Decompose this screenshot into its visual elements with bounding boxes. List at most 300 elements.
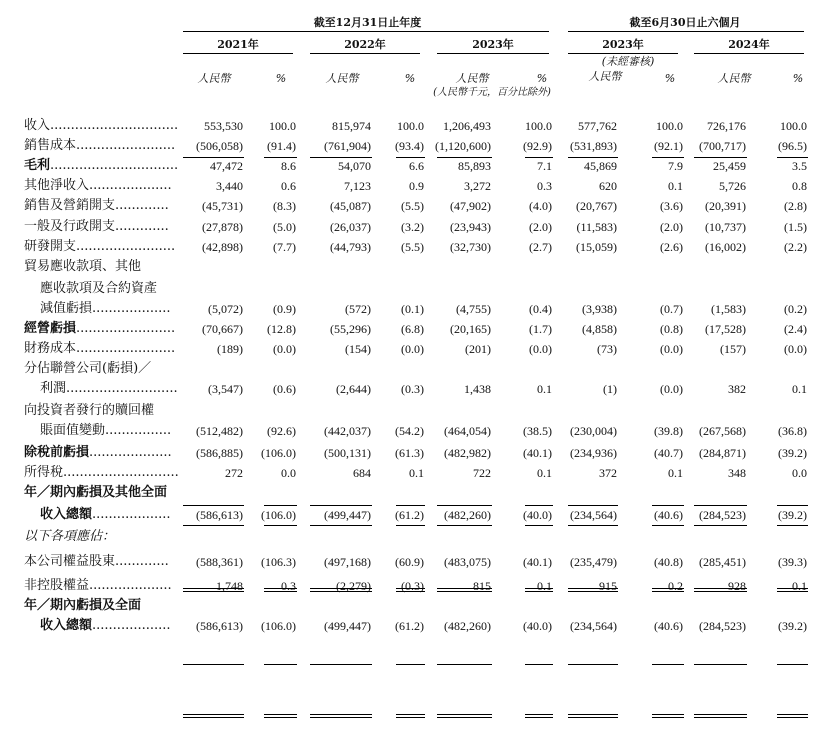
- value-cell: (23,943): [450, 220, 491, 234]
- value-cell: (284,871): [699, 446, 746, 460]
- total-rule: [568, 588, 618, 589]
- dot-leader: ...........................: [66, 381, 178, 396]
- percent-cell: (92.6): [267, 424, 296, 438]
- percent-cell: (0.0): [529, 342, 552, 356]
- percent-cell: 3.5: [792, 159, 807, 173]
- value-cell: (235,479): [570, 555, 617, 569]
- value-cell: (1,120,600): [435, 139, 491, 153]
- total-rule: [437, 505, 492, 506]
- row-label: 應收款項及合約資產: [40, 281, 158, 296]
- total-rule: [437, 664, 492, 665]
- header-interim-group: 截至6月30日止六個月: [629, 16, 741, 29]
- unit-pct-2023: %: [536, 72, 548, 85]
- percent-cell: 0.1: [792, 579, 807, 593]
- percent-cell: (5.5): [401, 199, 424, 213]
- percent-cell: (91.4): [267, 139, 296, 153]
- value-cell: (499,447): [324, 508, 371, 522]
- value-cell: 47,472: [210, 159, 243, 173]
- row-label: 其他淨收入....................: [24, 178, 172, 193]
- percent-cell: (3.6): [660, 199, 683, 213]
- percent-cell: (0.3): [401, 382, 424, 396]
- value-cell: (500,131): [324, 446, 371, 460]
- value-cell: (189): [217, 342, 243, 356]
- percent-cell: (2.2): [784, 240, 807, 254]
- unit-pct-2024-interim: %: [792, 72, 804, 85]
- total-rule: [694, 717, 747, 718]
- percent-cell: 100.0: [525, 119, 552, 133]
- total-rule: [777, 664, 808, 665]
- total-rule: [396, 664, 425, 665]
- percent-cell: (40.1): [523, 555, 552, 569]
- percent-cell: 100.0: [780, 119, 807, 133]
- total-rule: [525, 588, 553, 589]
- total-rule: [525, 591, 553, 592]
- value-cell: (234,564): [570, 508, 617, 522]
- value-cell: (285,451): [699, 555, 746, 569]
- row-label: 毛利...............................: [24, 158, 179, 173]
- value-cell: 726,176: [707, 119, 746, 133]
- total-rule: [396, 717, 425, 718]
- total-rule: [264, 505, 297, 506]
- value-cell: (1,583): [711, 302, 746, 316]
- total-rule: [777, 525, 808, 526]
- value-cell: (16,002): [705, 240, 746, 254]
- total-rule: [777, 591, 808, 592]
- total-rule: [525, 664, 553, 665]
- row-label: 除稅前虧損....................: [24, 445, 172, 460]
- total-rule: [183, 588, 244, 589]
- total-rule: [652, 717, 684, 718]
- dot-leader: ...................: [92, 618, 171, 633]
- total-rule: [694, 664, 747, 665]
- percent-cell: 0.6: [281, 179, 296, 193]
- year-2021: 2021年: [217, 38, 259, 51]
- total-rule: [396, 591, 425, 592]
- value-cell: (586,613): [196, 508, 243, 522]
- percent-cell: (39.2): [778, 619, 807, 633]
- row-label: 非控股權益....................: [24, 578, 172, 593]
- value-cell: (26,037): [330, 220, 371, 234]
- total-rule: [525, 505, 553, 506]
- value-cell: (267,568): [699, 424, 746, 438]
- total-rule: [694, 588, 747, 589]
- percent-cell: (92.9): [523, 139, 552, 153]
- value-cell: (32,730): [450, 240, 491, 254]
- percent-cell: 6.6: [409, 159, 424, 173]
- total-rule: [264, 157, 297, 158]
- value-cell: (230,004): [570, 424, 617, 438]
- row-label: 經營虧損........................: [24, 321, 176, 336]
- percent-cell: (96.5): [778, 139, 807, 153]
- row-label: 利潤...........................: [40, 381, 178, 396]
- percent-cell: (2.6): [660, 240, 683, 254]
- percent-cell: (0.6): [273, 382, 296, 396]
- total-rule: [396, 525, 425, 526]
- value-cell: (10,737): [705, 220, 746, 234]
- value-cell: 815: [473, 579, 491, 593]
- value-cell: 620: [599, 179, 617, 193]
- year-rule-2024-interim: [694, 53, 804, 54]
- percent-cell: (0.7): [660, 302, 683, 316]
- percent-cell: (0.8): [660, 322, 683, 336]
- row-label: 減值虧損...................: [40, 301, 171, 316]
- value-cell: (17,528): [705, 322, 746, 336]
- percent-cell: 0.9: [409, 179, 424, 193]
- value-cell: 577,762: [578, 119, 617, 133]
- value-cell: (3,938): [582, 302, 617, 316]
- dot-leader: ....................: [89, 445, 172, 460]
- unit-note: (人民幣千元，百分比除外): [433, 87, 551, 98]
- percent-cell: (3.2): [401, 220, 424, 234]
- total-rule: [310, 588, 372, 589]
- dot-leader: ...............................: [50, 118, 179, 133]
- row-label: 一般及行政開支.............: [24, 219, 169, 234]
- percent-cell: 0.1: [537, 466, 552, 480]
- total-rule: [264, 591, 297, 592]
- value-cell: (15,059): [576, 240, 617, 254]
- total-rule: [183, 525, 244, 526]
- total-rule: [183, 157, 244, 158]
- total-rule: [437, 714, 492, 715]
- value-cell: 928: [728, 579, 746, 593]
- year-2023: 2023年: [472, 38, 514, 51]
- value-cell: (73): [597, 342, 617, 356]
- percent-cell: (40.0): [523, 508, 552, 522]
- total-rule: [568, 157, 618, 158]
- total-rule: [652, 505, 684, 506]
- value-cell: (531,893): [570, 139, 617, 153]
- value-cell: (482,260): [444, 619, 491, 633]
- unit-rmb-2023: 人民幣: [455, 72, 489, 85]
- total-rule: [568, 664, 618, 665]
- percent-cell: (0.1): [401, 302, 424, 316]
- value-cell: (201): [465, 342, 491, 356]
- percent-cell: 0.1: [537, 579, 552, 593]
- percent-cell: 0.2: [668, 579, 683, 593]
- value-cell: (5,072): [208, 302, 243, 316]
- total-rule: [652, 664, 684, 665]
- percent-cell: (4.0): [529, 199, 552, 213]
- total-rule: [777, 505, 808, 506]
- value-cell: (55,296): [330, 322, 371, 336]
- total-rule: [396, 157, 425, 158]
- percent-cell: (6.8): [401, 322, 424, 336]
- percent-cell: (106.0): [261, 508, 296, 522]
- total-rule: [183, 505, 244, 506]
- value-cell: 1,748: [216, 579, 243, 593]
- value-cell: (761,904): [324, 139, 371, 153]
- row-label: 收入...............................: [24, 118, 179, 133]
- row-label: 向投資者發行的贖回權: [24, 403, 155, 418]
- value-cell: (234,936): [570, 446, 617, 460]
- dot-leader: ........................: [76, 321, 176, 336]
- value-cell: 1,206,493: [443, 119, 491, 133]
- year-2024-interim: 2024年: [728, 38, 770, 51]
- percent-cell: (93.4): [395, 139, 424, 153]
- total-rule: [694, 714, 747, 715]
- row-label: 財務成本........................: [24, 341, 176, 356]
- value-cell: (2,279): [336, 579, 371, 593]
- percent-cell: (0.0): [660, 342, 683, 356]
- percent-cell: 0.1: [409, 466, 424, 480]
- total-rule: [652, 588, 684, 589]
- total-rule: [183, 591, 244, 592]
- total-rule: [310, 717, 372, 718]
- value-cell: 5,726: [719, 179, 746, 193]
- row-label: 收入總額...................: [40, 507, 171, 522]
- value-cell: (483,075): [444, 555, 491, 569]
- year-rule-2023: [437, 53, 549, 54]
- value-cell: 85,893: [458, 159, 491, 173]
- percent-cell: (61.3): [395, 446, 424, 460]
- percent-cell: (2.7): [529, 240, 552, 254]
- value-cell: (157): [720, 342, 746, 356]
- total-rule: [183, 717, 244, 718]
- row-label: 貿易應收款項、其他: [24, 259, 142, 274]
- unit-pct-2022: %: [404, 72, 416, 85]
- total-rule: [183, 714, 244, 715]
- percent-cell: 0.0: [792, 466, 807, 480]
- percent-cell: (2.0): [660, 220, 683, 234]
- value-cell: 915: [599, 579, 617, 593]
- header-annual-rule: [183, 31, 549, 32]
- row-label: 本公司權益股東.............: [24, 554, 169, 569]
- year-rule-2022: [310, 53, 420, 54]
- row-label: 賬面值變動................: [40, 423, 172, 438]
- row-label: 以下各項應佔：: [24, 529, 116, 544]
- unit-rmb-2021: 人民幣: [197, 72, 231, 85]
- percent-cell: (7.7): [273, 240, 296, 254]
- row-label: 銷售及營銷開支.............: [24, 198, 169, 213]
- value-cell: (45,731): [202, 199, 243, 213]
- total-rule: [777, 714, 808, 715]
- dot-leader: ...............................: [50, 158, 179, 173]
- dot-leader: ........................: [76, 138, 176, 153]
- percent-cell: (2.8): [784, 199, 807, 213]
- total-rule: [264, 664, 297, 665]
- total-rule: [568, 717, 618, 718]
- total-rule: [694, 505, 747, 506]
- total-rule: [310, 525, 372, 526]
- total-rule: [310, 664, 372, 665]
- value-cell: (45,087): [330, 199, 371, 213]
- value-cell: (588,361): [196, 555, 243, 569]
- value-cell: (586,613): [196, 619, 243, 633]
- total-rule: [396, 505, 425, 506]
- value-cell: (154): [345, 342, 371, 356]
- percent-cell: 0.1: [668, 466, 683, 480]
- value-cell: 7,123: [344, 179, 371, 193]
- percent-cell: (2.0): [529, 220, 552, 234]
- percent-cell: (106.0): [261, 619, 296, 633]
- total-rule: [525, 157, 553, 158]
- value-cell: 3,440: [216, 179, 243, 193]
- total-rule: [264, 588, 297, 589]
- percent-cell: (61.2): [395, 619, 424, 633]
- value-cell: (70,667): [202, 322, 243, 336]
- total-rule: [525, 714, 553, 715]
- percent-cell: 0.0: [281, 466, 296, 480]
- total-rule: [652, 591, 684, 592]
- total-rule: [694, 525, 747, 526]
- total-rule: [310, 714, 372, 715]
- value-cell: (234,564): [570, 619, 617, 633]
- percent-cell: (5.5): [401, 240, 424, 254]
- total-rule: [310, 157, 372, 158]
- unit-pct-2021: %: [275, 72, 287, 85]
- percent-cell: (0.4): [529, 302, 552, 316]
- value-cell: 272: [225, 466, 243, 480]
- percent-cell: (61.2): [395, 508, 424, 522]
- value-cell: (4,858): [582, 322, 617, 336]
- year-rule-2021: [183, 53, 293, 54]
- percent-cell: (39.2): [778, 508, 807, 522]
- total-rule: [652, 525, 684, 526]
- value-cell: (42,898): [202, 240, 243, 254]
- dot-leader: .............: [115, 554, 169, 569]
- total-rule: [437, 588, 492, 589]
- value-cell: (2,644): [336, 382, 371, 396]
- value-cell: (482,260): [444, 508, 491, 522]
- total-rule: [437, 525, 492, 526]
- total-rule: [264, 525, 297, 526]
- percent-cell: (0.0): [784, 342, 807, 356]
- percent-cell: (60.9): [395, 555, 424, 569]
- value-cell: (512,482): [196, 424, 243, 438]
- year-2023-interim: 2023年: [602, 38, 644, 51]
- percent-cell: 7.1: [537, 159, 552, 173]
- percent-cell: (8.3): [273, 199, 296, 213]
- percent-cell: 0.1: [668, 179, 683, 193]
- dot-leader: .............: [115, 219, 169, 234]
- value-cell: (284,523): [699, 508, 746, 522]
- total-rule: [310, 591, 372, 592]
- percent-cell: (1.7): [529, 322, 552, 336]
- value-cell: (700,717): [699, 139, 746, 153]
- value-cell: (47,902): [450, 199, 491, 213]
- value-cell: (506,058): [196, 139, 243, 153]
- total-rule: [777, 157, 808, 158]
- percent-cell: (0.0): [401, 342, 424, 356]
- unit-rmb-2022: 人民幣: [325, 72, 359, 85]
- value-cell: 553,530: [204, 119, 243, 133]
- total-rule: [183, 664, 244, 665]
- percent-cell: (40.6): [654, 508, 683, 522]
- row-label: 收入總額...................: [40, 618, 171, 633]
- dot-leader: ............................: [63, 465, 179, 480]
- dot-leader: ....................: [89, 578, 172, 593]
- value-cell: (499,447): [324, 619, 371, 633]
- year-rule-2023-interim: [568, 53, 678, 54]
- percent-cell: (39.3): [778, 555, 807, 569]
- value-cell: 815,974: [332, 119, 371, 133]
- percent-cell: (106.0): [261, 446, 296, 460]
- percent-cell: 100.0: [269, 119, 296, 133]
- percent-cell: (0.3): [401, 579, 424, 593]
- total-rule: [437, 157, 492, 158]
- value-cell: (4,755): [456, 302, 491, 316]
- value-cell: (572): [345, 302, 371, 316]
- value-cell: (284,523): [699, 619, 746, 633]
- percent-cell: 100.0: [656, 119, 683, 133]
- percent-cell: 8.6: [281, 159, 296, 173]
- value-cell: (586,885): [196, 446, 243, 460]
- row-label: 所得稅............................: [24, 465, 179, 480]
- value-cell: 684: [353, 466, 371, 480]
- value-cell: (497,168): [324, 555, 371, 569]
- total-rule: [525, 525, 553, 526]
- total-rule: [652, 714, 684, 715]
- percent-cell: (0.9): [273, 302, 296, 316]
- row-label: 銷售成本........................: [24, 138, 176, 153]
- dot-leader: ........................: [76, 239, 176, 254]
- total-rule: [568, 525, 618, 526]
- unaudited-note: (未經審核): [601, 55, 655, 68]
- percent-cell: 0.1: [792, 382, 807, 396]
- percent-cell: (0.0): [273, 342, 296, 356]
- percent-cell: (12.8): [267, 322, 296, 336]
- total-rule: [437, 591, 492, 592]
- percent-cell: (0.2): [784, 302, 807, 316]
- row-label: 分佔聯營公司(虧損)／: [24, 361, 152, 376]
- row-label: 年／期內虧損及其他全面: [24, 485, 168, 500]
- unit-pct-2023-interim: %: [664, 72, 676, 85]
- value-cell: (20,767): [576, 199, 617, 213]
- dot-leader: ...................: [92, 301, 171, 316]
- total-rule: [396, 714, 425, 715]
- total-rule: [777, 588, 808, 589]
- percent-cell: (54.2): [395, 424, 424, 438]
- value-cell: 372: [599, 466, 617, 480]
- percent-cell: (39.2): [778, 446, 807, 460]
- total-rule: [437, 717, 492, 718]
- row-label: 年／期內虧損及全面: [24, 598, 142, 613]
- unit-rmb-2023-interim: 人民幣: [588, 70, 622, 83]
- percent-cell: (38.5): [523, 424, 552, 438]
- percent-cell: (40.7): [654, 446, 683, 460]
- value-cell: 25,459: [713, 159, 746, 173]
- percent-cell: (0.0): [660, 382, 683, 396]
- dot-leader: ................: [105, 423, 172, 438]
- value-cell: (464,054): [444, 424, 491, 438]
- dot-leader: ........................: [76, 341, 176, 356]
- percent-cell: 0.3: [537, 179, 552, 193]
- total-rule: [568, 714, 618, 715]
- total-rule: [568, 505, 618, 506]
- total-rule: [525, 717, 553, 718]
- total-rule: [396, 588, 425, 589]
- total-rule: [694, 591, 747, 592]
- value-cell: (442,037): [324, 424, 371, 438]
- value-cell: (20,165): [450, 322, 491, 336]
- unit-rmb-2024-interim: 人民幣: [717, 72, 751, 85]
- header-interim-rule: [568, 31, 804, 32]
- total-rule: [777, 717, 808, 718]
- value-cell: (1): [603, 382, 617, 396]
- value-cell: (482,982): [444, 446, 491, 460]
- value-cell: 348: [728, 466, 746, 480]
- value-cell: 1,438: [464, 382, 491, 396]
- percent-cell: 100.0: [397, 119, 424, 133]
- percent-cell: 7.9: [668, 159, 683, 173]
- percent-cell: (40.1): [523, 446, 552, 460]
- percent-cell: 0.3: [281, 579, 296, 593]
- value-cell: (44,793): [330, 240, 371, 254]
- total-rule: [568, 591, 618, 592]
- percent-cell: (1.5): [784, 220, 807, 234]
- value-cell: 382: [728, 382, 746, 396]
- value-cell: 45,869: [584, 159, 617, 173]
